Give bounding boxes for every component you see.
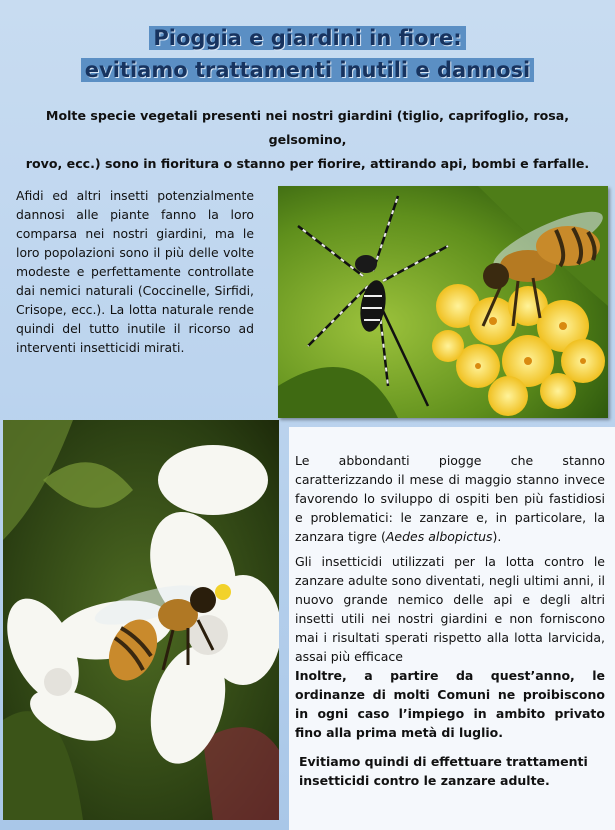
mosquito-and-bee-photo: [278, 186, 608, 418]
intro-line-2: rovo, ecc.) sono in fioritura o stanno per fiorire, attirando api, bombi e farfalle.: [25, 156, 590, 171]
insecticide-paragraph: Gli insetticidi utilizzati per la lotta contro le zanzare adulte sono diventati, negli ultimi anni, il nuovo grande nemico delle api e degli altri insetti utili nei nostri giardini e non forniscono mai i risultati sperati rispetto alla lotta larvicida, assai più efficace: [295, 554, 605, 664]
intro-line-1: Molte specie vegetali presenti nei nostri giardini (tiglio, caprifoglio, rosa, gelsomino,: [45, 108, 570, 147]
intro-text: [14, 104, 601, 176]
bee-on-jasmine-photo: [3, 420, 279, 820]
species-name: Aedes albopictus: [385, 529, 493, 544]
page-title: [0, 22, 615, 86]
rain-mosquito-paragraph: Le abbondanti piogge che stanno caratterizzando il mese di maggio stanno invece favorendo lo sviluppo di ospiti ben più fastidiosi e problematici: le zanzare e, in particolare, la zanzara tigre (Aedes albopictus).: [295, 453, 605, 544]
aphids-paragraph: Afidi ed altri insetti potenzialmente dannosi alle piante fanno la loro comparsa nei nostri giardini, ma le loro popolazioni sono il più delle volte modeste e perfettamente controllate dai nemici naturali (Coccinelle, Sirfidi, Crisope, ecc.). La lotta naturale rende quindi del tutto inutile il ricorso ad interventi insetticidi mirati.: [16, 188, 254, 355]
title-line-1: Pioggia e giardini in fiore:: [149, 26, 465, 50]
title-line-2: evitiamo trattamenti inutili e dannosi: [81, 58, 534, 82]
conclusion-text: Evitiamo quindi di effettuare trattamenti insetticidi contro le zanzare adulte.: [299, 754, 588, 788]
mosquito-text-box: [289, 427, 615, 830]
ordinance-paragraph: Inoltre, a partire da quest’anno, le ordinanze di molti Comuni ne proibiscono in ogni caso l’impiego in ambito privato fino alla prima metà di luglio.: [295, 668, 605, 740]
